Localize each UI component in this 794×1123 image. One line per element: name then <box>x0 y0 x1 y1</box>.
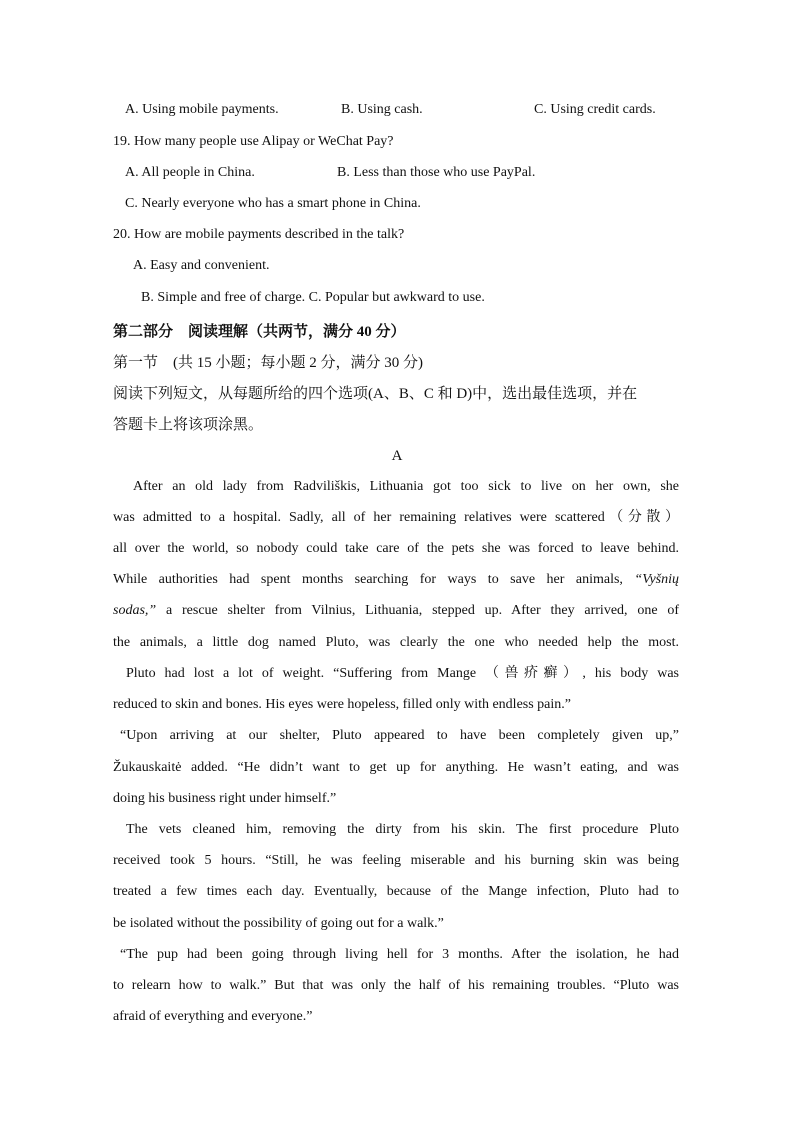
q19-option-a: A. All people in China. <box>125 165 255 180</box>
q19-question: 19. How many people use Alipay or WeChat Pay? <box>113 134 394 149</box>
passage-line-7: Pluto had lost a lot of weight. “Suffering from Mange （兽疥癣）, his body was <box>126 666 679 681</box>
instruction-line-1: 阅读下列短文，从每题所给的四个选项(A、B、C 和 D)中，选出最佳选项，并在 <box>113 386 638 402</box>
shelter-name-italic-2: sodas,” <box>113 603 157 618</box>
passage-line-2: was admitted to a hospital. Sadly, all of her remaining relatives were scattered（分散） <box>113 510 679 525</box>
passage-line-15: be isolated without the possibility of going out for a walk.” <box>113 916 444 931</box>
passage-line-13: received took 5 hours. “Still, he was feeling miserable and his burning skin was being <box>113 853 679 868</box>
passage-line-4 <box>113 570 679 590</box>
shelter-name-italic: “Vyšnių <box>634 572 680 587</box>
q20-option-bc: B. Simple and free of charge. C. Popular but awkward to use. <box>141 290 485 305</box>
passage-line-17: to relearn how to walk.” But that was only the half of his remaining troubles. “Pluto was <box>113 978 679 993</box>
passage-line-11: doing his business right under himself.” <box>113 791 337 806</box>
q19-option-b: B. Less than those who use PayPal. <box>337 165 536 180</box>
part2-heading: 第二部分 阅读理解（共两节，满分 40 分） <box>113 324 406 340</box>
passage-line-1: After an old lady from Radviliškis, Lithuania got too sick to live on her own, she <box>133 479 679 494</box>
passage-line-12: The vets cleaned him, removing the dirty from his skin. The first procedure Pluto <box>126 822 679 837</box>
passage-line-3: all over the world, so nobody could take care of the pets she was forced to leave behind. <box>113 541 679 556</box>
q20-option-a: A. Easy and convenient. <box>133 258 270 273</box>
q18-option-a: A. Using mobile payments. <box>125 102 279 117</box>
passage-line-6: the animals, a little dog named Pluto, was clearly the one who needed help the most. <box>113 635 679 650</box>
passage-line-16: “The pup had been going through living hell for 3 months. After the isolation, he had <box>120 947 679 962</box>
passage-line-9: “Upon arriving at our shelter, Pluto appeared to have been completely given up,” <box>120 728 679 743</box>
q19-option-c: C. Nearly everyone who has a smart phone in China. <box>125 196 421 211</box>
passage-line-10: Žukauskaitė added. “He didn’t want to get up for anything. He wasn’t eating, and was <box>113 760 679 775</box>
passage-line-5 <box>113 601 679 621</box>
passage-label: A <box>391 448 403 464</box>
q18-option-b: B. Using cash. <box>341 102 423 117</box>
passage-line-14: treated a few times each day. Eventually, because of the Mange infection, Pluto had to <box>113 884 679 899</box>
section1-heading: 第一节 (共 15 小题；每小题 2 分，满分 30 分) <box>113 355 423 371</box>
passage-line-18: afraid of everything and everyone.” <box>113 1009 313 1024</box>
instruction-line-2: 答题卡上将该项涂黑。 <box>113 417 264 433</box>
q20-question: 20. How are mobile payments described in the talk? <box>113 227 405 242</box>
passage-line-8: reduced to skin and bones. His eyes were hopeless, filled only with endless pain.” <box>113 697 572 712</box>
q18-option-c: C. Using credit cards. <box>534 102 656 117</box>
passage-line-5-text: a rescue shelter from Vilnius, Lithuania, stepped up. After they arrived, one of <box>166 603 680 618</box>
passage-line-4-text: While authorities had spent months searching for ways to save her animals, <box>113 572 623 587</box>
